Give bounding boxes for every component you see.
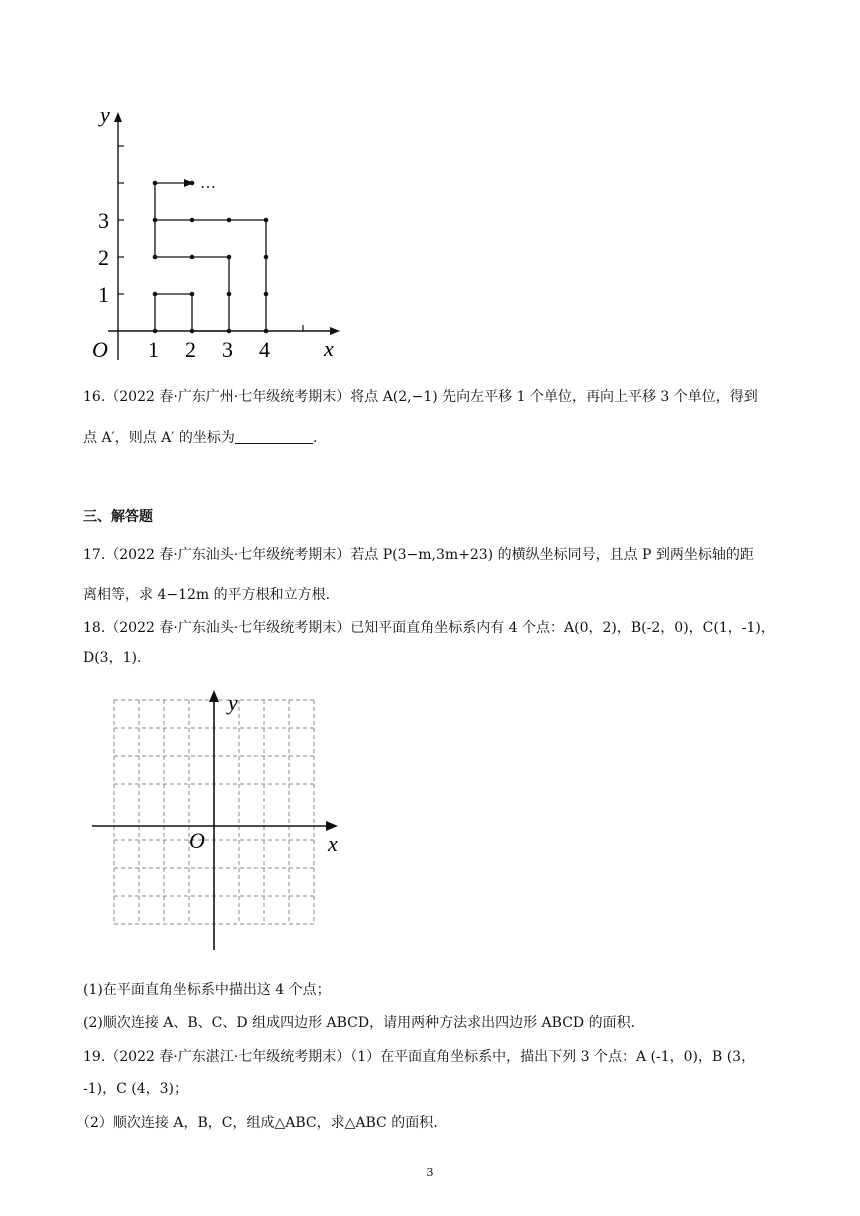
x-tick-4: 4 <box>259 337 270 362</box>
q19-line2: -1)，C (4，3)； <box>83 1081 188 1097</box>
x-axis-label: x <box>324 336 334 361</box>
x-tick-3: 3 <box>222 337 233 362</box>
q18-line2: D(3，1). <box>83 650 142 666</box>
q18-part1: (1)在平面直角坐标系中描出这 4 个点； <box>83 982 331 998</box>
origin-label: O <box>92 337 108 362</box>
x-axis-label: x <box>328 831 338 856</box>
section-title: 三、解答题 <box>83 509 153 525</box>
q16-text2a: 点 A′，则点 A′ 的坐标为 <box>83 430 235 446</box>
answer-blank <box>235 429 313 444</box>
y-axis-arrow <box>114 112 122 122</box>
q17-line1: 17.（2022 春·广东汕头·七年级统考期末）若点 P(3−m,3m+23) 的横纵坐标同号，且点 P 到两坐标轴的距 <box>83 547 754 563</box>
x-axis-arrow <box>326 821 338 831</box>
q18-line1: 18.（2022 春·广东汕头·七年级统考期末）已知平面直角坐标系内有 4 个点：A(0，2)，B(-2，0)，C(1，-1)， <box>83 620 775 636</box>
page-number: 3 <box>426 1166 434 1179</box>
q17-line2: 离相等，求 4−12m 的平方根和立方根. <box>83 587 331 603</box>
q16-text1: 16.（2022 春·广东广州·七年级统考期末）将点 A(2,−1) 先向左平移 1 个单位，再向上平移 3 个单位，得到 <box>83 389 758 405</box>
y-tick-2: 2 <box>98 245 109 270</box>
q19-line3: （2）顺次连接 A，B，C，组成△ABC，求△ABC 的面积. <box>76 1115 438 1131</box>
ellipsis-label: … <box>200 175 216 192</box>
y-axis-label: y <box>100 102 110 127</box>
spiral-path-figure <box>88 98 348 364</box>
q19-line1: 19.（2022 春·广东湛江·七年级统考期末）（1）在平面直角坐标系中，描出下列 3 个点：A (-1，0)，B (3， <box>83 1049 756 1065</box>
q16-text2b: . <box>312 430 318 446</box>
q18-part2: (2)顺次连接 A、B、C、D 组成四边形 ABCD，请用两种方法求出四边形 ABCD 的面积. <box>83 1015 636 1031</box>
x-tick-2: 2 <box>185 337 196 362</box>
y-tick-1: 1 <box>98 282 109 307</box>
grid-coordinate-figure <box>88 688 350 952</box>
y-tick-3: 3 <box>98 208 109 233</box>
y-axis-label: y <box>228 690 238 715</box>
q16-line2 <box>83 428 317 448</box>
spiral-path <box>155 220 266 331</box>
x-axis-arrow <box>330 327 340 335</box>
q16-line1 <box>83 387 758 407</box>
origin-label: O <box>189 828 205 853</box>
y-axis-arrow <box>209 690 219 702</box>
x-tick-1: 1 <box>148 337 159 362</box>
